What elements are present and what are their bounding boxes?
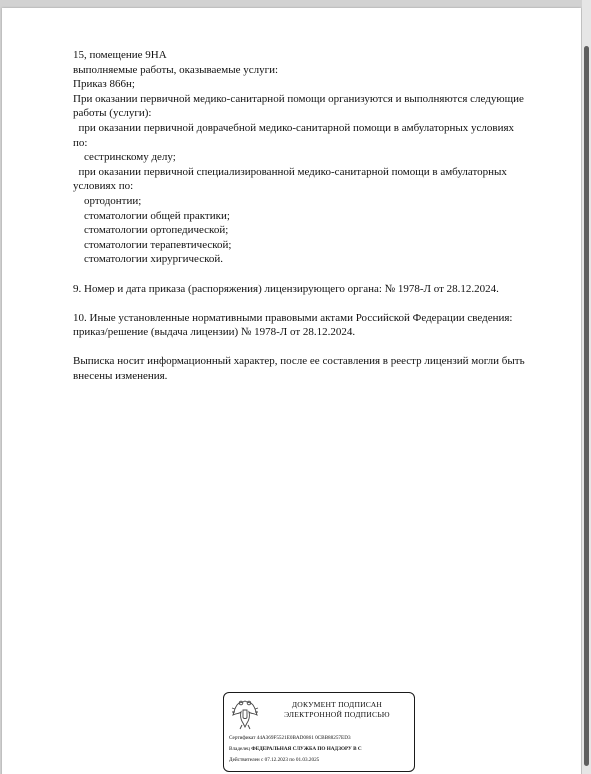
stamp-title-line: ЭЛЕКТРОННОЙ ПОДПИСЬЮ [284,709,390,719]
owner-line [229,746,362,752]
text-line: стоматологии общей практики; [73,209,230,222]
text-line: выполняемые работы, оказываемые услуги: [73,63,279,76]
validity-line: Действителен с 07.12.2023 по 01.03.2025 [229,757,320,763]
document-page [2,8,581,774]
certificate-value: 44A369F5521E0BAD0861 0CBB88257ED3 [256,735,351,741]
vertical-scrollbar[interactable] [582,0,591,774]
text-line: стоматологии терапевтической; [73,238,232,251]
item-10-text: приказ/решение (выдача лицензии) № 1978-Л от 28.12.2024. [73,326,356,339]
coat-of-arms-icon [231,697,259,731]
stamp-title [264,700,410,719]
item-9-text: 9. Номер и дата приказа (распоряжения) лицензирующего органа: № 1978-Л от 28.12.2024. [73,282,499,295]
text-line: 15, помещение 9НА [73,49,167,61]
disclaimer-text: внесены изменения. [73,370,168,383]
text-line: сестринскому делу; [73,151,176,164]
electronic-signature-stamp [223,692,415,772]
disclaimer-text: Выписка носит информационный характер, после ее составления в реестр лицензий могли быть [73,355,525,368]
paragraph-gap [73,340,573,355]
paragraph-gap [73,296,573,311]
owner-label: Владелец [229,746,250,752]
scrollbar-thumb[interactable] [584,46,589,766]
paragraph-gap [73,267,573,282]
text-line: при оказании первичной специализированной медико-санитарной помощи в амбулаторных [73,165,507,178]
text-line: условиях по: [73,180,134,193]
text-line: при оказании первичной доврачебной медико-санитарной помощи в амбулаторных условиях [73,121,515,134]
text-line: стоматологии хирургической. [73,253,223,266]
document-body [73,48,573,384]
text-line: При оказании первичной медико-санитарной помощи организуются и выполняются следующие [73,92,524,105]
text-line: ортодонтии; [73,194,142,207]
item-10-text: 10. Иные установленные нормативными правовыми актами Российской Федерации сведения: [73,311,513,324]
text-line: стоматологии ортопедической; [73,224,229,237]
stamp-title-line: ДОКУМЕНТ ПОДПИСАН [291,700,383,709]
text-line: работы (услуги): [73,107,152,120]
owner-value: ФЕДЕРАЛЬНАЯ СЛУЖБА ПО НАДЗОРУ В С [251,746,362,752]
certificate-line [229,735,351,741]
text-line: по: [73,136,88,149]
certificate-label: Сертификат [229,735,256,741]
text-line: Приказ 866н; [73,78,135,91]
